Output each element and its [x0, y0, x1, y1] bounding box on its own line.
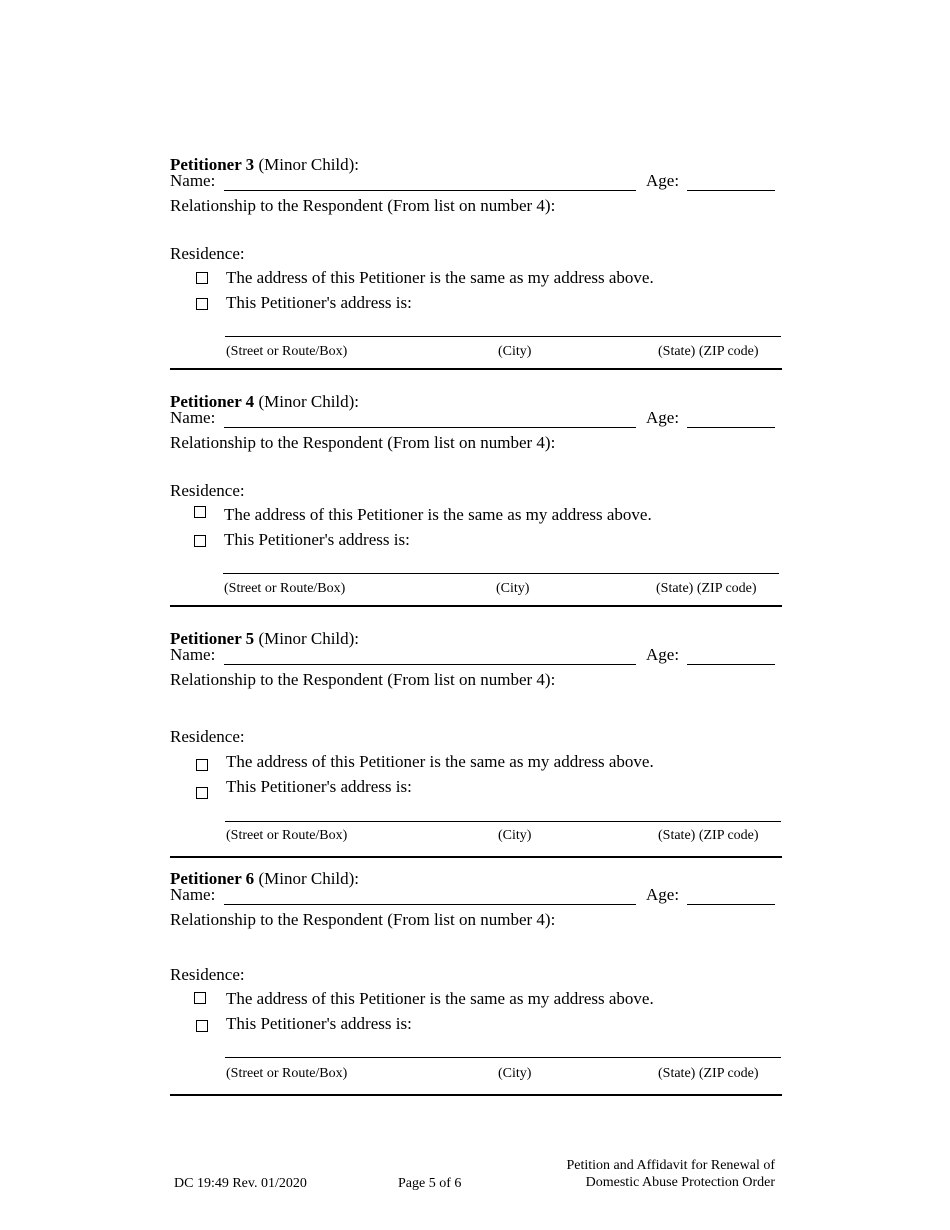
- name-label: Name:: [170, 645, 216, 664]
- name-label: Name:: [170, 171, 216, 190]
- age-label: Age:: [646, 171, 680, 190]
- street-caption: (Street or Route/Box): [224, 581, 346, 596]
- city-caption: (City): [498, 828, 532, 843]
- age-label: Age:: [646, 645, 680, 664]
- petitioner-5-age-field[interactable]: [687, 664, 775, 665]
- petitioner-6-section: [170, 869, 782, 1105]
- state-zip-caption: (State) (ZIP code): [656, 581, 757, 596]
- section-divider: [170, 368, 782, 370]
- same-address-label: The address of this Petitioner is the same as my address above.: [224, 505, 652, 524]
- residence-label: Residence:: [170, 481, 245, 500]
- name-label: Name:: [170, 885, 216, 904]
- city-caption: (City): [496, 581, 530, 596]
- state-zip-caption: (State) (ZIP code): [658, 1066, 759, 1081]
- petitioner-5-name-field[interactable]: [224, 664, 636, 665]
- relationship-label: Relationship to the Respondent (From list on number 4):: [170, 433, 556, 452]
- petitioner-3-address-checkbox[interactable]: [196, 298, 208, 310]
- petitioner-5-section: [170, 629, 782, 865]
- street-caption: (Street or Route/Box): [226, 1066, 348, 1081]
- residence-label: Residence:: [170, 965, 245, 984]
- relationship-label: Relationship to the Respondent (From list on number 4):: [170, 196, 556, 215]
- petitioner-6-age-field[interactable]: [687, 904, 775, 905]
- petitioner-3-title: Petitioner 3 (Minor Child):: [170, 155, 360, 174]
- petitioner-6-name-field[interactable]: [224, 904, 636, 905]
- section-divider: [170, 605, 782, 607]
- petitioner-6-title: Petitioner 6 (Minor Child):: [170, 869, 360, 888]
- petitioner-address-label: This Petitioner's address is:: [226, 777, 412, 796]
- petitioner-6-same-address-checkbox[interactable]: [194, 992, 206, 1004]
- residence-label: Residence:: [170, 727, 245, 746]
- petitioner-5-address-field[interactable]: [225, 821, 781, 822]
- relationship-label: Relationship to the Respondent (From list on number 4):: [170, 910, 556, 929]
- page-number: Page 5 of 6: [398, 1176, 462, 1191]
- same-address-label: The address of this Petitioner is the same as my address above.: [226, 268, 654, 287]
- state-zip-caption: (State) (ZIP code): [658, 828, 759, 843]
- form-number: DC 19:49 Rev. 01/2020: [174, 1176, 307, 1191]
- petitioner-3-address-field[interactable]: [225, 336, 781, 337]
- petitioner-4-name-field[interactable]: [224, 427, 636, 428]
- age-label: Age:: [646, 408, 680, 427]
- section-divider: [170, 856, 782, 858]
- petitioner-4-title: Petitioner 4 (Minor Child):: [170, 392, 360, 411]
- city-caption: (City): [498, 1066, 532, 1081]
- same-address-label: The address of this Petitioner is the same as my address above.: [226, 989, 654, 1008]
- petitioner-5-same-address-checkbox[interactable]: [196, 759, 208, 771]
- city-caption: (City): [498, 344, 532, 359]
- same-address-label: The address of this Petitioner is the same as my address above.: [226, 752, 654, 771]
- petitioner-6-address-checkbox[interactable]: [196, 1020, 208, 1032]
- petitioner-3-section: [170, 155, 782, 391]
- document-title-line-2: Domestic Abuse Protection Order: [585, 1175, 775, 1190]
- petitioner-4-same-address-checkbox[interactable]: [194, 506, 206, 518]
- state-zip-caption: (State) (ZIP code): [658, 344, 759, 359]
- petitioner-3-age-field[interactable]: [687, 190, 775, 191]
- name-label: Name:: [170, 408, 216, 427]
- residence-label: Residence:: [170, 244, 245, 263]
- petitioner-3-name-field[interactable]: [224, 190, 636, 191]
- document-title: [566, 1157, 775, 1191]
- petitioner-5-title: Petitioner 5 (Minor Child):: [170, 629, 360, 648]
- petitioner-4-address-field[interactable]: [223, 573, 779, 574]
- age-label: Age:: [646, 885, 680, 904]
- section-divider: [170, 1094, 782, 1096]
- petitioner-address-label: This Petitioner's address is:: [226, 1014, 412, 1033]
- petitioner-4-address-checkbox[interactable]: [194, 535, 206, 547]
- petitioner-4-age-field[interactable]: [687, 427, 775, 428]
- petitioner-6-address-field[interactable]: [225, 1057, 781, 1058]
- relationship-label: Relationship to the Respondent (From list on number 4):: [170, 670, 556, 689]
- street-caption: (Street or Route/Box): [226, 344, 348, 359]
- document-title-line-1: Petition and Affidavit for Renewal of: [566, 1158, 775, 1173]
- street-caption: (Street or Route/Box): [226, 828, 348, 843]
- petitioner-4-section: [170, 392, 782, 628]
- petitioner-5-address-checkbox[interactable]: [196, 787, 208, 799]
- petitioner-address-label: This Petitioner's address is:: [224, 530, 410, 549]
- petitioner-address-label: This Petitioner's address is:: [226, 293, 412, 312]
- petitioner-3-same-address-checkbox[interactable]: [196, 272, 208, 284]
